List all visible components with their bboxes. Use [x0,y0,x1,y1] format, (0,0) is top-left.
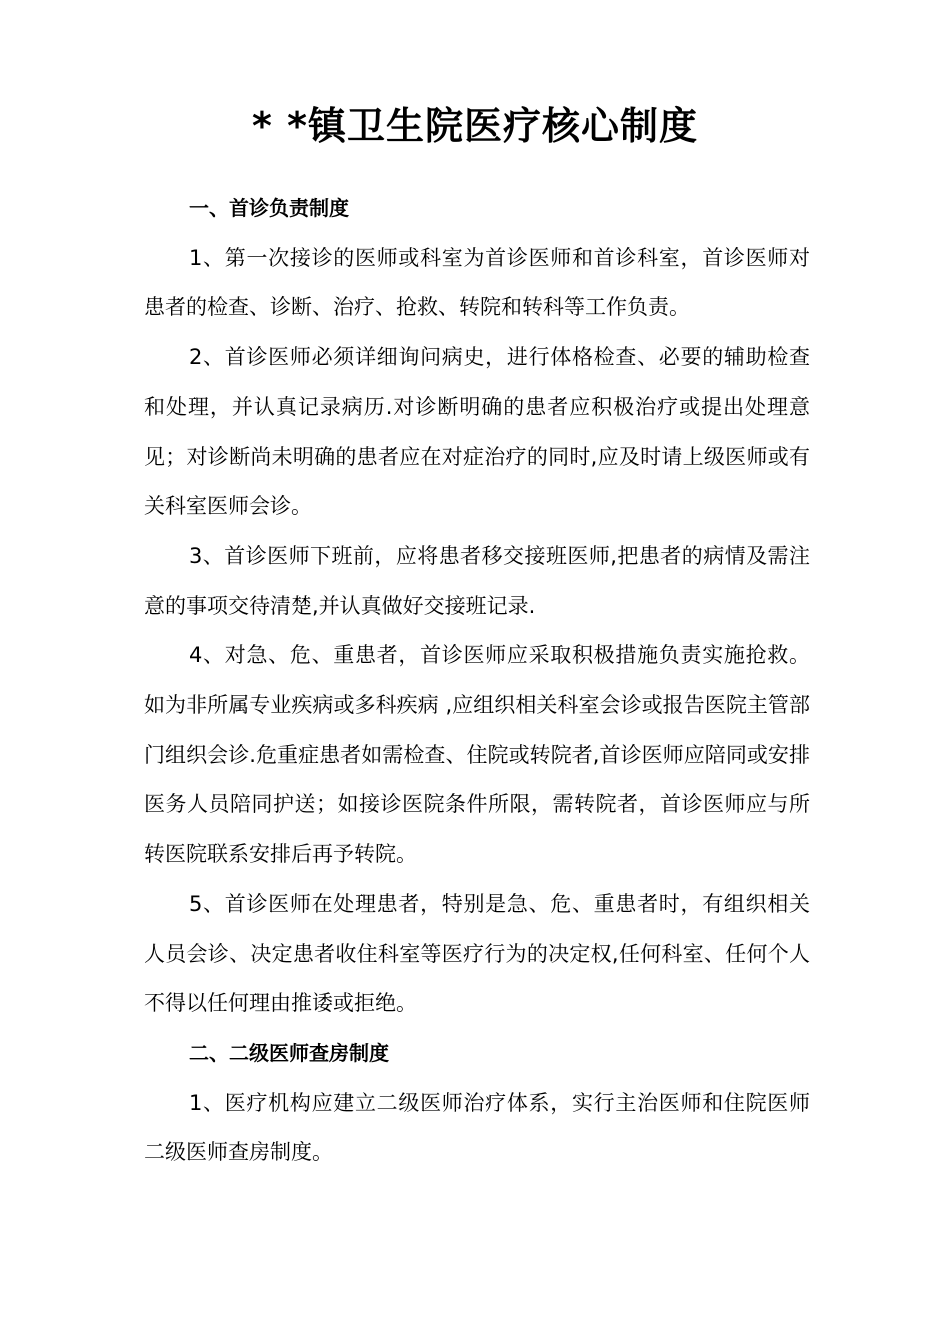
document-title: * *镇卫生院医疗核心制度 [252,104,698,148]
section-heading-first-visit: 一、首诊负责制度 [189,196,349,220]
paragraph: 1、医疗机构应建立二级医师治疗体系，实行主治医师和住院医师二级医师查房制度。 [144,1090,810,1165]
paragraph: 2、首诊医师必须详细询问病史，进行体格检查、必要的辅助检查和处理，并认真记录病历.对诊断明确的患者应积极治疗或提出处理意见；对诊断尚未明确的患者应在对症治疗的同时,应及时请上级医师或有关科室医师会诊。 [144,345,810,519]
section-heading-ward-rounds: 二、二级医师查房制度 [189,1040,389,1065]
paragraph: 5、首诊医师在处理患者，特别是急、危、重患者时，有组织相关人员会诊、决定患者收住科室等医疗行为的决定权,任何科室、任何个人不得以任何理由推诿或拒绝。 [144,891,810,1016]
paragraph: 1、第一次接诊的医师或科室为首诊医师和首诊科室，首诊医师对患者的检查、诊断、治疗、抢救、转院和转科等工作负责。 [144,245,810,320]
paragraph: 3、首诊医师下班前，应将患者移交接班医师,把患者的病情及需注意的事项交待清楚,并认真做好交接班记录. [144,543,810,618]
document-body [144,184,810,1178]
paragraph: 4、对急、危、重患者，首诊医师应采取积极措施负责实施抢救。如为非所属专业疾病或多科疾病 ,应组织相关科室会诊或报告医院主管部门组织会诊.危重症患者如需检查、住院或转院者,首诊医师应陪同或安排医务人员陪同护送；如接诊医院条件所限，需转院者，首诊医师应与所转医院联系安排后再予转院。 [144,643,810,867]
